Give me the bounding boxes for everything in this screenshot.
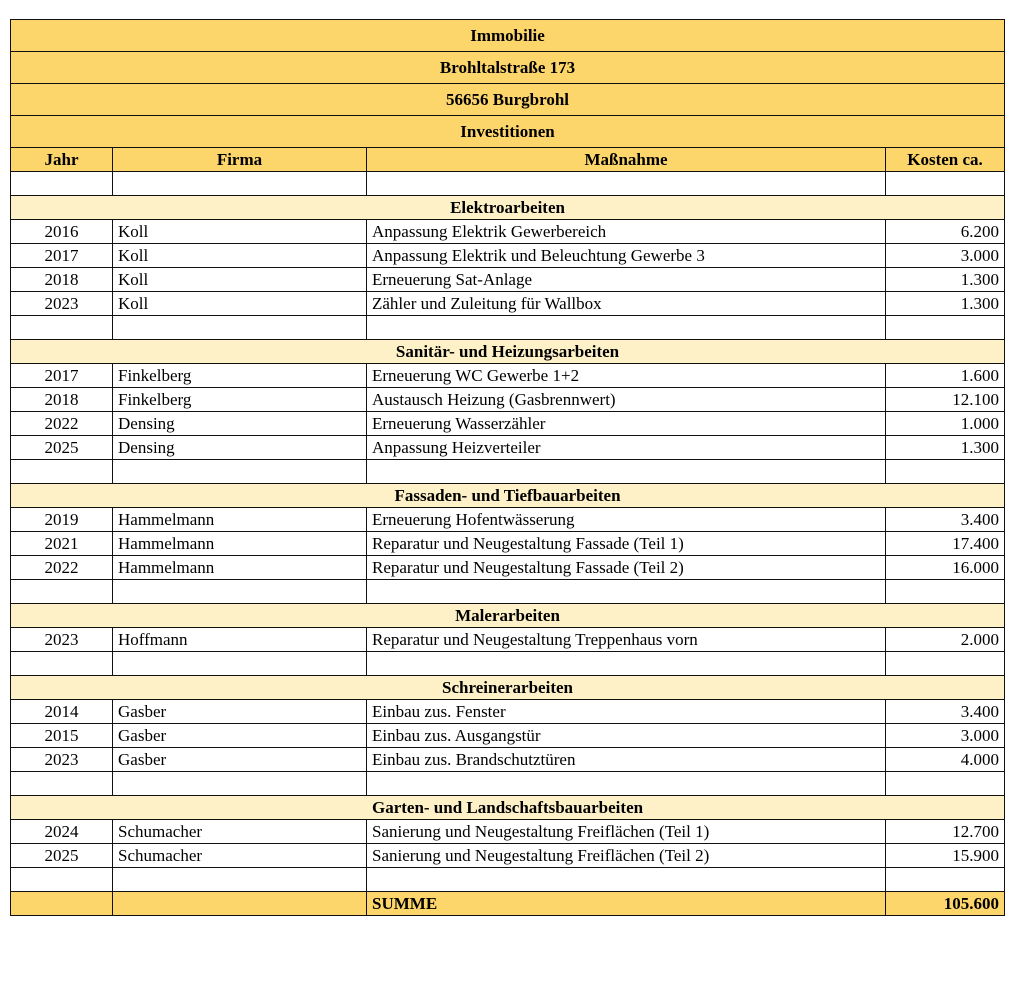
blank-row [11,652,1005,676]
cell-measure: Zähler und Zuleitung für Wallbox [367,292,886,316]
section-header-row [11,676,1005,700]
table-row [11,844,1005,868]
table-row [11,292,1005,316]
cell-year: 2015 [11,724,113,748]
section-title: Elektroarbeiten [11,196,1005,220]
cell-company: Densing [113,436,367,460]
cell-company: Koll [113,292,367,316]
cell-cost: 6.200 [886,220,1005,244]
total-row [11,892,1005,916]
cell-cost: 12.100 [886,388,1005,412]
cell-cost: 16.000 [886,556,1005,580]
section-title: Fassaden- und Tiefbauarbeiten [11,484,1005,508]
title-city: 56656 Burgbrohl [11,84,1005,116]
table-row [11,268,1005,292]
cell-company: Gasber [113,748,367,772]
cell-cost: 3.000 [886,724,1005,748]
cell-year: 2025 [11,436,113,460]
cell-company: Hammelmann [113,508,367,532]
table-row [11,436,1005,460]
section-header-row [11,340,1005,364]
empty-cell [113,172,367,196]
empty-cell [11,460,113,484]
title-investments: Investitionen [11,116,1005,148]
cell-cost: 1.300 [886,436,1005,460]
empty-cell [367,172,886,196]
empty-cell [367,580,886,604]
total-value: 105.600 [886,892,1005,916]
blank-row [11,580,1005,604]
table-row [11,556,1005,580]
empty-cell [11,772,113,796]
investment-table [10,19,1005,916]
cell-company: Hammelmann [113,532,367,556]
empty-cell [367,316,886,340]
cell-cost: 4.000 [886,748,1005,772]
cell-measure: Anpassung Heizverteiler [367,436,886,460]
section-header-row [11,484,1005,508]
section-title: Sanitär- und Heizungsarbeiten [11,340,1005,364]
header-year: Jahr [11,148,113,172]
empty-cell [11,868,113,892]
cell-measure: Reparatur und Neugestaltung Fassade (Teil 1) [367,532,886,556]
title-row [11,52,1005,84]
empty-cell [886,580,1005,604]
cell-company: Schumacher [113,820,367,844]
cell-year: 2022 [11,412,113,436]
blank-row [11,868,1005,892]
cell-measure: Erneuerung Hofentwässerung [367,508,886,532]
empty-cell [367,868,886,892]
cell-year: 2021 [11,532,113,556]
title-row [11,116,1005,148]
table-row [11,628,1005,652]
table-row [11,220,1005,244]
cell-company: Finkelberg [113,388,367,412]
cell-company: Schumacher [113,844,367,868]
cell-cost: 3.400 [886,508,1005,532]
cell-year: 2017 [11,244,113,268]
cell-year: 2023 [11,748,113,772]
section-title: Garten- und Landschaftsbauarbeiten [11,796,1005,820]
empty-cell [11,316,113,340]
empty-cell [11,172,113,196]
cell-cost: 1.300 [886,268,1005,292]
cell-year: 2023 [11,292,113,316]
empty-cell [367,652,886,676]
empty-cell [113,652,367,676]
cell-measure: Einbau zus. Brandschutztüren [367,748,886,772]
cell-measure: Reparatur und Neugestaltung Treppenhaus vorn [367,628,886,652]
table-row [11,412,1005,436]
title-property: Immobilie [11,20,1005,52]
cell-measure: Sanierung und Neugestaltung Freiflächen (Teil 1) [367,820,886,844]
cell-company: Koll [113,244,367,268]
empty-cell [11,580,113,604]
title-row [11,20,1005,52]
cell-cost: 2.000 [886,628,1005,652]
cell-measure: Einbau zus. Fenster [367,700,886,724]
cell-year: 2018 [11,268,113,292]
cell-measure: Erneuerung WC Gewerbe 1+2 [367,364,886,388]
cell-company: Hoffmann [113,628,367,652]
empty-cell [886,316,1005,340]
title-street: Brohltalstraße 173 [11,52,1005,84]
total-empty-company [113,892,367,916]
table-row [11,244,1005,268]
section-header-row [11,604,1005,628]
cell-cost: 3.400 [886,700,1005,724]
empty-cell [886,460,1005,484]
cell-measure: Anpassung Elektrik Gewerbereich [367,220,886,244]
cell-year: 2014 [11,700,113,724]
cell-year: 2018 [11,388,113,412]
cell-cost: 1.600 [886,364,1005,388]
cell-company: Gasber [113,700,367,724]
table-row [11,508,1005,532]
cell-company: Koll [113,268,367,292]
table-row [11,820,1005,844]
section-title: Schreinerarbeiten [11,676,1005,700]
cell-year: 2024 [11,820,113,844]
header-cost: Kosten ca. [886,148,1005,172]
cell-company: Koll [113,220,367,244]
column-header-row [11,148,1005,172]
cell-measure: Austausch Heizung (Gasbrennwert) [367,388,886,412]
empty-cell [886,772,1005,796]
empty-cell [113,460,367,484]
cell-year: 2019 [11,508,113,532]
empty-cell [11,652,113,676]
table-row [11,388,1005,412]
blank-row [11,172,1005,196]
cell-measure: Erneuerung Wasserzähler [367,412,886,436]
header-measure: Maßnahme [367,148,886,172]
table-row [11,700,1005,724]
title-row [11,84,1005,116]
cell-measure: Reparatur und Neugestaltung Fassade (Teil 2) [367,556,886,580]
cell-company: Finkelberg [113,364,367,388]
blank-row [11,772,1005,796]
cell-year: 2016 [11,220,113,244]
cell-year: 2023 [11,628,113,652]
cell-year: 2017 [11,364,113,388]
table-row [11,724,1005,748]
cell-company: Hammelmann [113,556,367,580]
cell-year: 2022 [11,556,113,580]
cell-company: Gasber [113,724,367,748]
cell-company: Densing [113,412,367,436]
section-header-row [11,796,1005,820]
empty-cell [113,316,367,340]
header-company: Firma [113,148,367,172]
empty-cell [367,772,886,796]
total-empty-year [11,892,113,916]
total-label: SUMME [367,892,886,916]
table-row [11,532,1005,556]
cell-cost: 3.000 [886,244,1005,268]
cell-cost: 1.300 [886,292,1005,316]
empty-cell [113,580,367,604]
empty-cell [886,172,1005,196]
table-row [11,748,1005,772]
empty-cell [886,652,1005,676]
cell-cost: 15.900 [886,844,1005,868]
section-title: Malerarbeiten [11,604,1005,628]
cell-measure: Einbau zus. Ausgangstür [367,724,886,748]
empty-cell [367,460,886,484]
empty-cell [113,772,367,796]
cell-cost: 17.400 [886,532,1005,556]
cell-measure: Anpassung Elektrik und Beleuchtung Gewerbe 3 [367,244,886,268]
cell-cost: 1.000 [886,412,1005,436]
blank-row [11,316,1005,340]
table-row [11,364,1005,388]
blank-row [11,460,1005,484]
section-header-row [11,196,1005,220]
cell-measure: Erneuerung Sat-Anlage [367,268,886,292]
cell-year: 2025 [11,844,113,868]
cell-measure: Sanierung und Neugestaltung Freiflächen (Teil 2) [367,844,886,868]
cell-cost: 12.700 [886,820,1005,844]
empty-cell [886,868,1005,892]
empty-cell [113,868,367,892]
